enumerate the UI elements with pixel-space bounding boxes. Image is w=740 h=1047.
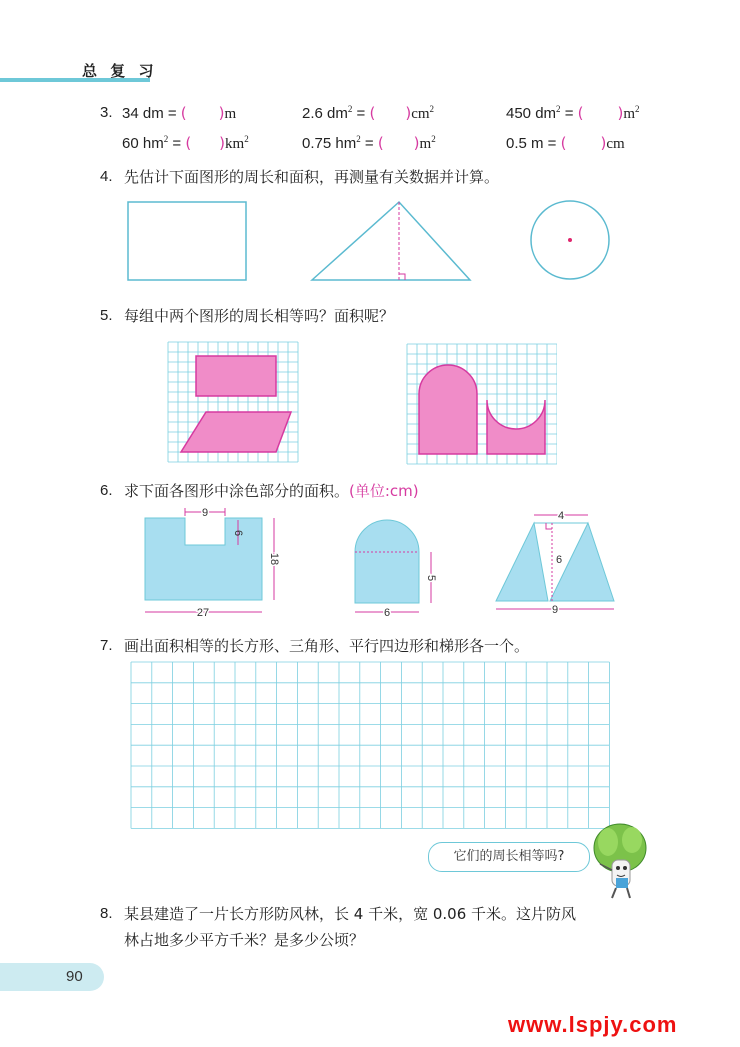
q3-item-1: 34 dm = ( )m bbox=[122, 104, 237, 122]
q3-item-3: 450 $dm^2$ = ( )$m^2$ bbox=[506, 104, 640, 122]
q6-fig2-height-label: 5 bbox=[425, 574, 437, 582]
q3-item-2: 2.6 $dm^2$ = ( )$cm^2$ bbox=[302, 104, 435, 122]
q6-fig1-height-label: 18 bbox=[268, 552, 280, 566]
q5-grid-left bbox=[166, 340, 306, 466]
q6-fig3-base-label: 9 bbox=[551, 604, 559, 616]
q8-line-2: 林占地多少平方千米？是多少公顷？ bbox=[124, 931, 365, 949]
q5-arch-shape bbox=[419, 365, 477, 454]
q3-item-6: 0.5 m = ( )cm bbox=[506, 134, 625, 152]
q6-fig1-notch-label: 6 bbox=[232, 529, 244, 537]
q5-parallelogram bbox=[181, 412, 291, 452]
q4-figures bbox=[110, 190, 630, 290]
q3-item-4: 60 $hm^2$ = ( )$km^2$ bbox=[122, 134, 249, 152]
q6-text: 求下面各图形中涂色部分的面积。(单位:cm) bbox=[124, 482, 419, 500]
q4-right-angle-mark bbox=[399, 274, 405, 280]
watermark: www.lspjy.com bbox=[508, 1012, 678, 1037]
q5-cutout-shape bbox=[487, 400, 545, 454]
q5-number: 5. bbox=[100, 307, 113, 324]
mascot-vegetable-character bbox=[590, 820, 656, 900]
q6-fig1-width-label: 27 bbox=[196, 607, 210, 619]
q4-triangle bbox=[312, 202, 470, 280]
q8-number: 8. bbox=[100, 905, 113, 922]
q7-text: 画出面积相等的长方形、三角形、平行四边形和梯形各一个。 bbox=[124, 637, 530, 655]
q6-fig2-width-label: 6 bbox=[383, 607, 391, 619]
page-header-title: 总 复 习 bbox=[82, 62, 158, 80]
q7-drawing-grid[interactable] bbox=[130, 661, 612, 831]
q5-text: 每组中两个图形的周长相等吗？面积呢？ bbox=[124, 307, 395, 325]
q5-grid-right bbox=[405, 342, 557, 466]
q5-rectangle bbox=[196, 356, 276, 396]
q4-rectangle bbox=[128, 202, 246, 280]
q6-figure-2 bbox=[345, 508, 445, 620]
q7-number: 7. bbox=[100, 637, 113, 654]
q6-fig1-top-label: 9 bbox=[201, 507, 209, 519]
page-number-tab bbox=[0, 963, 104, 991]
page-number: 90 bbox=[66, 968, 83, 985]
q6-left-triangle bbox=[496, 523, 548, 601]
q6-fig3-top-label: 4 bbox=[557, 510, 565, 522]
q6-figure-1 bbox=[140, 500, 290, 620]
q4-text: 先估计下面图形的周长和面积，再测量有关数据并计算。 bbox=[124, 168, 500, 186]
q8-line-1: 某县建造了一片长方形防风林，长 4 千米，宽 0.06 千米。这片防风 bbox=[124, 905, 577, 923]
q6-fig3-height-label: 6 bbox=[556, 554, 563, 566]
q3-number: 3. bbox=[100, 104, 113, 121]
q6-dome-shape bbox=[355, 520, 419, 603]
q4-number: 4. bbox=[100, 168, 113, 185]
q4-circle-center bbox=[568, 238, 572, 242]
q3-item-5: 0.75 $hm^2$ = ( )$m^2$ bbox=[302, 134, 436, 152]
q6-figure-3 bbox=[490, 505, 630, 620]
speech-bubble: 它们的周长相等吗? bbox=[428, 842, 590, 872]
q6-number: 6. bbox=[100, 482, 113, 499]
